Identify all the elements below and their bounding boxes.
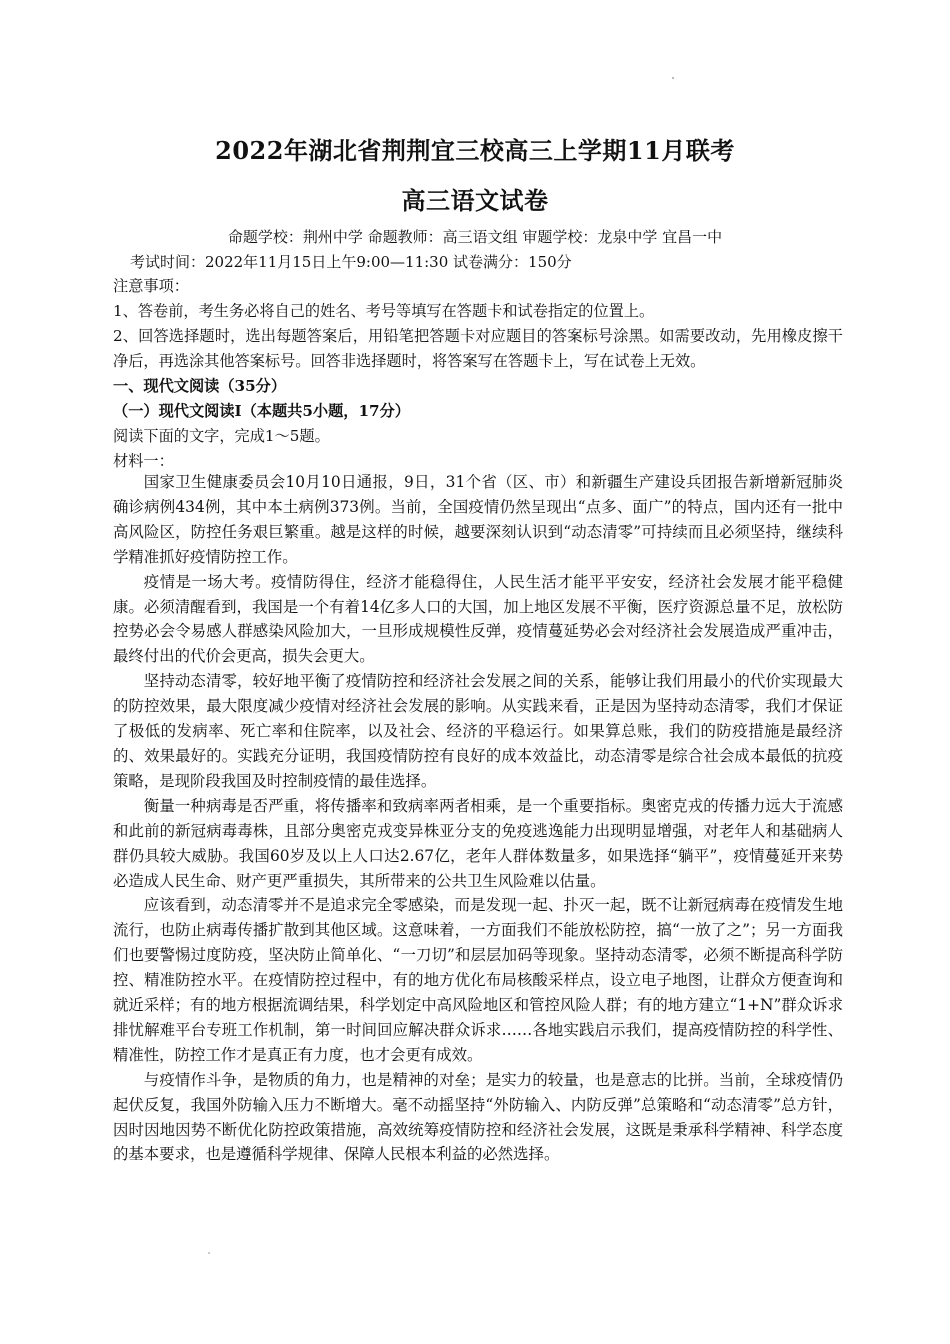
scan-speck-bottom [208,1252,210,1254]
material-paragraph-1: 国家卫生健康委员会10月10日通报，9日，31个省（区、市）和新疆生产建设兵团报告新增新冠肺炎确诊病例434例，其中本土病例373例。当前，全国疫情仍然呈现出“点多、面广”的特点，国内还有一批中高风险区，防控任务艰巨繁重。越是这样的时候，越要深刻认识到“动态清零”可持续而且必须坚持，继续科学精准抓好疫情防控工作。 [113,473,843,566]
reading-instruction: 阅读下面的文字，完成1～5题。 [113,427,330,445]
notes-item-2: 2、回答选择题时，选出每题答案后，用铅笔把答题卡对应题目的答案标号涂黑。如需要改动，先用橡皮擦干净后，再选涂其他答案标号。回答非选择题时，将答案写在答题卡上，写在试卷上无效。 [113,327,843,370]
material-paragraph-2: 疫情是一场大考。疫情防得住，经济才能稳得住，人民生活才能平平安安，经济社会发展才能平稳健康。必须清醒看到，我国是一个有着14亿多人口的大国，加上地区发展不平衡，医疗资源总量不足，放松防控势必会令易感人群感染风险加大，一旦形成规模性反弹，疫情蔓延势必会对经济社会发展造成严重冲击，最终付出的代价会更高，损失会更大。 [113,572,843,666]
notes-heading: 注意事项： [113,277,189,295]
exam-title: 2022年湖北省荆荆宜三校高三上学期11月联考 [215,136,735,165]
section-heading: 一、现代文阅读（35分） [113,377,287,395]
notes-item-1: 1、答卷前，考生务必将自己的姓名、考号等填写在答题卡和试卷指定的位置上。 [113,302,655,320]
exam-time-info: 考试时间：2022年11月15日上午9:00—11:30 试卷满分：150分 [130,253,572,271]
material-paragraph-6: 与疫情作斗争，是物质的角力，也是精神的对垒；是实力的较量，也是意志的比拼。当前，全球疫情仍起伏反复，我国外防输入压力不断增大。毫不动摇坚持“外防输入、内防反弹”总策略和“动态清零”总方针，因时因地因势不断优化防控政策措施，高效统筹疫情防控和经济社会发展，这既是秉承科学精神、科学态度的基本要求，也是遵循科学规律、保障人民根本利益的必然选择。 [113,1070,843,1164]
material-label: 材料一： [113,452,174,470]
exam-subtitle: 高三语文试卷 [401,186,549,215]
material-paragraph-3: 坚持动态清零，较好地平衡了疫情防控和经济社会发展之间的关系，能够让我们用最小的代价实现最大的防控效果，最大限度减少疫情对经济社会发展的影响。从实践来看，正是因为坚持动态清零，我们才保证了极低的发病率、死亡率和住院率，以及社会、经济的平稳运行。如果算总账，我们的防疫措施是最经济的、效果最好的。实践充分证明，我国疫情防控有良好的成本效益比，动态清零是综合社会成本最低的抗疫策略，是现阶段我国及时控制疫情的最佳选择。 [113,672,843,790]
notes-section [113,274,843,474]
setter-info: 命题学校：荆州中学 命题教师：高三语文组 审题学校：龙泉中学 宜昌一中 [227,228,723,246]
material-one-body [113,470,843,1167]
material-paragraph-4: 衡量一种病毒是否严重，将传播率和致病率两者相乘，是一个重要指标。奥密克戎的传播力远大于流感和此前的新冠病毒毒株，且部分奥密克戎变异株亚分支的免疫逃逸能力出现明显增强，对老年人和基础病人群仍具较大威胁。我国60岁及以上人口达2.67亿，老年人群体数量多，如果选择“躺平”，疫情蔓延开来势必造成人民生命、财产更严重损失，其所带来的公共卫生风险难以估量。 [113,796,843,890]
material-paragraph-5: 应该看到，动态清零并不是追求完全零感染，而是发现一起、扑灭一起，既不让新冠病毒在疫情发生地流行，也防止病毒传播扩散到其他区域。这意味着，一方面我们不能放松防控，搞“一放了之”；另一方面我们也要警惕过度防疫，坚决防止简单化、“一刀切”和层层加码等现象。坚持动态清零，必须不断提高科学防控、精准防控水平。在疫情防控过程中，有的地方优化布局核酸采样点，设立电子地图，让群众方便查询和就近采样；有的地方根据流调结果，科学划定中高风险地区和管控风险人群；有的地方建立“1+N”群众诉求排忧解难平台专班工作机制，第一时间回应解决群众诉求……各地实践启示我们，提高疫情防控的科学性、精准性，防控工作才是真正有力度，也才会更有成效。 [113,896,843,1064]
scan-speck [672,77,674,79]
section-subheading: （一）现代文阅读I（本题共5小题，17分） [113,402,410,420]
